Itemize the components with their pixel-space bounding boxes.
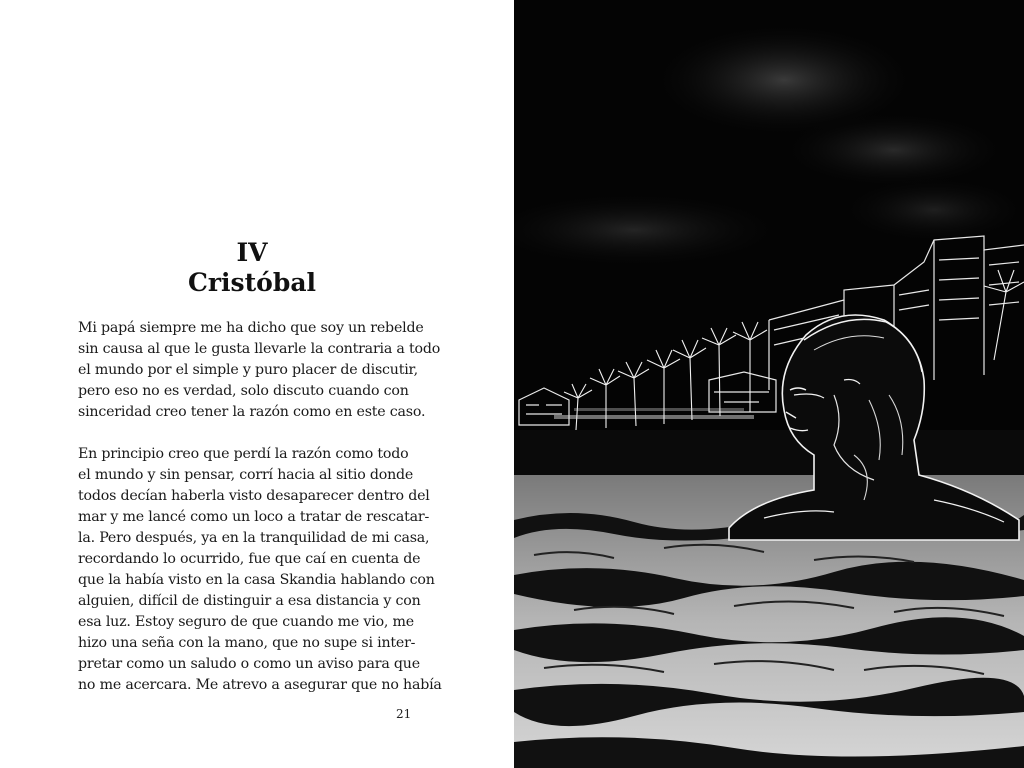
text-line: hizo una seña con la mano, que no supe si inter- bbox=[78, 635, 416, 651]
chapter-number: IV bbox=[236, 238, 268, 267]
text-line: mar y me lancé como un loco a tratar de rescatar- bbox=[78, 509, 430, 525]
text-line: pretar como un saludo o como un aviso para que bbox=[78, 656, 420, 672]
chapter-heading bbox=[0, 238, 504, 298]
illustration-page bbox=[514, 0, 1024, 768]
text-line: alguien, difícil de distinguir a esa distancia y con bbox=[78, 593, 421, 609]
text-line: Mi papá siempre me ha dicho que soy un rebelde bbox=[78, 320, 424, 336]
text-line: esa luz. Estoy seguro de que cuando me vio, me bbox=[78, 614, 414, 630]
body-text bbox=[78, 318, 442, 696]
text-line: pero eso no es verdad, solo discuto cuando con bbox=[78, 383, 409, 399]
text-line: sin causa al que le gusta llevarle la contraria a todo bbox=[78, 341, 441, 357]
sea bbox=[514, 430, 1024, 768]
paragraph-1 bbox=[78, 318, 441, 423]
text-line: En principio creo que perdí la razón como todo bbox=[78, 446, 409, 462]
text-line: no me acercara. Me atrevo a asegurar que no había bbox=[78, 677, 442, 693]
text-line: el mundo por el simple y puro placer de discutir, bbox=[78, 362, 418, 378]
page-number: 21 bbox=[396, 707, 412, 721]
text-line: el mundo y sin pensar, corrí hacia al sitio donde bbox=[78, 467, 414, 483]
paragraph-2 bbox=[78, 444, 442, 696]
text-line: que la había visto en la casa Skandia hablando con bbox=[78, 572, 435, 588]
chapter-title: Cristóbal bbox=[187, 268, 317, 297]
text-line: sinceridad creo tener la razón como en este caso. bbox=[78, 404, 426, 420]
text-line: todos decían haberla visto desaparecer dentro del bbox=[78, 488, 430, 504]
night-sea-swimmer-illustration bbox=[514, 0, 1024, 768]
text-line: la. Pero después, ya en la tranquilidad de mi casa, bbox=[78, 530, 430, 546]
text-line: recordando lo ocurrido, fue que caí en cuenta de bbox=[78, 551, 421, 567]
